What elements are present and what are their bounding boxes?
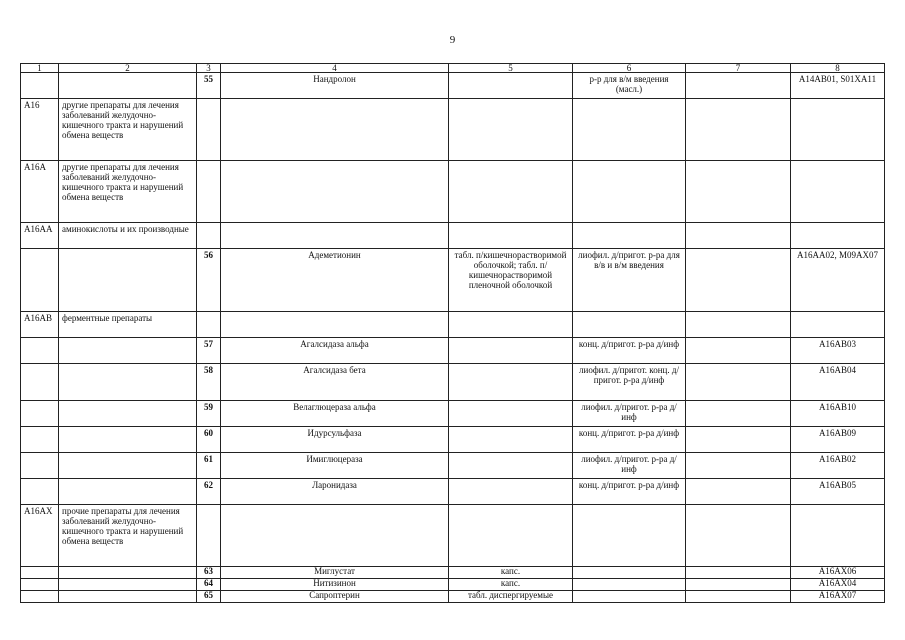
drug-name-cell: Агалсидаза бета — [221, 364, 449, 401]
dosage-form-alt-cell — [573, 591, 686, 603]
empty-cell — [686, 401, 791, 427]
number-cell — [197, 223, 221, 249]
table-row — [21, 479, 885, 505]
code-cell — [21, 567, 59, 579]
header-row — [21, 64, 885, 73]
number-cell — [197, 505, 221, 567]
group-name-cell — [59, 249, 197, 312]
atc-code-cell — [791, 161, 885, 223]
empty-cell — [686, 249, 791, 312]
code-cell — [21, 591, 59, 603]
drug-table — [20, 63, 885, 603]
code-cell — [21, 427, 59, 453]
dosage-form-cell — [449, 338, 573, 364]
header-cell: 3 — [197, 64, 221, 73]
number-cell: 63 — [197, 567, 221, 579]
dosage-form-alt-cell: лиофил. д/пригот. р-ра для в/в и в/м введения — [573, 249, 686, 312]
number-cell — [197, 99, 221, 161]
dosage-form-cell — [449, 453, 573, 479]
table-row — [21, 99, 885, 161]
number-cell: 59 — [197, 401, 221, 427]
empty-cell — [686, 338, 791, 364]
table-row — [21, 249, 885, 312]
dosage-form-cell — [449, 161, 573, 223]
dosage-form-alt-cell: конц. д/пригот. р-ра д/инф — [573, 479, 686, 505]
dosage-form-cell: капс. — [449, 567, 573, 579]
atc-code-cell: A16AB05 — [791, 479, 885, 505]
empty-cell — [686, 579, 791, 591]
atc-code-cell — [791, 505, 885, 567]
dosage-form-alt-cell — [573, 99, 686, 161]
group-name-cell: ферментные препараты — [59, 312, 197, 338]
dosage-form-cell — [449, 99, 573, 161]
group-name-cell — [59, 579, 197, 591]
dosage-form-cell — [449, 505, 573, 567]
atc-code-cell: A16AB09 — [791, 427, 885, 453]
dosage-form-alt-cell — [573, 223, 686, 249]
code-cell: A16AA — [21, 223, 59, 249]
drug-name-cell: Адеметионин — [221, 249, 449, 312]
group-name-cell — [59, 401, 197, 427]
number-cell: 65 — [197, 591, 221, 603]
code-cell: A16AB — [21, 312, 59, 338]
table-row — [21, 591, 885, 603]
code-cell — [21, 479, 59, 505]
dosage-form-cell — [449, 364, 573, 401]
drug-name-cell: Миглустат — [221, 567, 449, 579]
code-cell: A16 — [21, 99, 59, 161]
code-cell — [21, 338, 59, 364]
dosage-form-alt-cell: конц. д/пригот. р-ра д/инф — [573, 427, 686, 453]
dosage-form-cell: табл. диспергируемые — [449, 591, 573, 603]
header-cell: 1 — [21, 64, 59, 73]
number-cell: 60 — [197, 427, 221, 453]
group-name-cell — [59, 338, 197, 364]
dosage-form-cell — [449, 223, 573, 249]
atc-code-cell: A16AB03 — [791, 338, 885, 364]
drug-name-cell: Сапроптерин — [221, 591, 449, 603]
empty-cell — [686, 427, 791, 453]
number-cell: 62 — [197, 479, 221, 505]
group-name-cell: аминокислоты и их производные — [59, 223, 197, 249]
dosage-form-alt-cell — [573, 505, 686, 567]
group-name-cell — [59, 73, 197, 99]
dosage-form-cell — [449, 427, 573, 453]
dosage-form-alt-cell — [573, 579, 686, 591]
header-cell: 6 — [573, 64, 686, 73]
code-cell — [21, 73, 59, 99]
code-cell: A16A — [21, 161, 59, 223]
table-row — [21, 453, 885, 479]
code-cell — [21, 401, 59, 427]
code-cell — [21, 579, 59, 591]
number-cell: 58 — [197, 364, 221, 401]
code-cell — [21, 364, 59, 401]
group-name-cell — [59, 479, 197, 505]
table-row — [21, 427, 885, 453]
table-row — [21, 223, 885, 249]
drug-name-cell — [221, 223, 449, 249]
atc-code-cell: A16AX04 — [791, 579, 885, 591]
group-name-cell — [59, 427, 197, 453]
empty-cell — [686, 312, 791, 338]
atc-code-cell: A16AX06 — [791, 567, 885, 579]
dosage-form-cell — [449, 73, 573, 99]
atc-code-cell: A16AX07 — [791, 591, 885, 603]
code-cell: A16AX — [21, 505, 59, 567]
atc-code-cell — [791, 99, 885, 161]
drug-name-cell: Имиглюцераза — [221, 453, 449, 479]
drug-name-cell — [221, 161, 449, 223]
table-body — [21, 64, 885, 603]
drug-name-cell — [221, 99, 449, 161]
empty-cell — [686, 364, 791, 401]
header-cell: 8 — [791, 64, 885, 73]
table-row — [21, 567, 885, 579]
empty-cell — [686, 567, 791, 579]
dosage-form-cell: табл. п/кишечнорастворимой оболочкой; табл. п/кишечнорастворимой пленочной оболочкой — [449, 249, 573, 312]
atc-code-cell — [791, 312, 885, 338]
group-name-cell — [59, 364, 197, 401]
table-row — [21, 312, 885, 338]
dosage-form-alt-cell: конц. д/пригот. р-ра д/инф — [573, 338, 686, 364]
empty-cell — [686, 73, 791, 99]
drug-name-cell: Агалсидаза альфа — [221, 338, 449, 364]
table-row — [21, 338, 885, 364]
header-cell: 7 — [686, 64, 791, 73]
group-name-cell — [59, 591, 197, 603]
header-cell: 4 — [221, 64, 449, 73]
dosage-form-cell — [449, 312, 573, 338]
atc-code-cell: A14AB01, S01XA11 — [791, 73, 885, 99]
drug-name-cell: Велаглюцераза альфа — [221, 401, 449, 427]
group-name-cell — [59, 567, 197, 579]
atc-code-cell: A16AB02 — [791, 453, 885, 479]
dosage-form-cell: капс. — [449, 579, 573, 591]
empty-cell — [686, 591, 791, 603]
empty-cell — [686, 161, 791, 223]
dosage-form-alt-cell: лиофил. д/пригот. конц. д/пригот. р-ра д/инф — [573, 364, 686, 401]
number-cell: 57 — [197, 338, 221, 364]
empty-cell — [686, 223, 791, 249]
table-row — [21, 364, 885, 401]
group-name-cell: другие препараты для лечения заболеваний желудочно-кишечного тракта и нарушений обмена веществ — [59, 161, 197, 223]
code-cell — [21, 249, 59, 312]
atc-code-cell: A16AA02, M09AX07 — [791, 249, 885, 312]
group-name-cell — [59, 453, 197, 479]
number-cell: 55 — [197, 73, 221, 99]
atc-code-cell: A16AB04 — [791, 364, 885, 401]
dosage-form-alt-cell — [573, 567, 686, 579]
drug-name-cell — [221, 505, 449, 567]
dosage-form-cell — [449, 479, 573, 505]
dosage-form-alt-cell: р-р для в/м введения (масл.) — [573, 73, 686, 99]
table-row — [21, 161, 885, 223]
empty-cell — [686, 479, 791, 505]
empty-cell — [686, 453, 791, 479]
number-cell: 64 — [197, 579, 221, 591]
group-name-cell: прочие препараты для лечения заболеваний желудочно-кишечного тракта и нарушений обмена веществ — [59, 505, 197, 567]
number-cell — [197, 312, 221, 338]
atc-code-cell — [791, 223, 885, 249]
dosage-form-alt-cell: лиофил. д/пригот. р-ра д/инф — [573, 453, 686, 479]
dosage-form-alt-cell: лиофил. д/пригот. р-ра д/инф — [573, 401, 686, 427]
drug-name-cell: Ларонидаза — [221, 479, 449, 505]
dosage-form-cell — [449, 401, 573, 427]
empty-cell — [686, 99, 791, 161]
empty-cell — [686, 505, 791, 567]
table-row — [21, 73, 885, 99]
drug-name-cell — [221, 312, 449, 338]
drug-name-cell: Нитизинон — [221, 579, 449, 591]
number-cell: 61 — [197, 453, 221, 479]
atc-code-cell: A16AB10 — [791, 401, 885, 427]
page-number: 9 — [449, 34, 456, 46]
group-name-cell: другие препараты для лечения заболеваний желудочно-кишечного тракта и нарушений обмена веществ — [59, 99, 197, 161]
number-cell: 56 — [197, 249, 221, 312]
table-row — [21, 401, 885, 427]
dosage-form-alt-cell — [573, 161, 686, 223]
drug-name-cell: Идурсульфаза — [221, 427, 449, 453]
header-cell: 5 — [449, 64, 573, 73]
number-cell — [197, 161, 221, 223]
table-row — [21, 579, 885, 591]
table-row — [21, 505, 885, 567]
header-cell: 2 — [59, 64, 197, 73]
code-cell — [21, 453, 59, 479]
drug-name-cell: Нандролон — [221, 73, 449, 99]
dosage-form-alt-cell — [573, 312, 686, 338]
